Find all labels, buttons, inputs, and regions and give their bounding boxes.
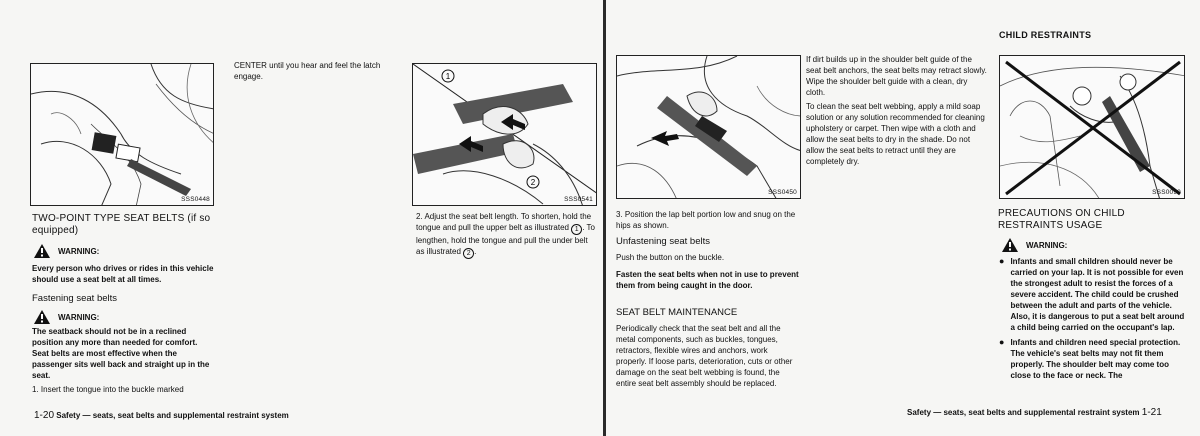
maintenance-text: Periodically check that the seat belt and all the metal components, such as buckles, tongues, retractors, flexible wires and anchors, work properly. If loose parts, deterioration, cuts or other damage on the seat belt webbing is found, the entire seat belt assembly should be replaced.: [616, 324, 793, 388]
bullet-icon: ●: [999, 256, 1005, 266]
step-1-continued: CENTER until you hear and feel the latch engage.: [234, 61, 381, 81]
right-page: [606, 0, 1200, 436]
two-point-heading: TWO-POINT TYPE SEAT BELTS (if so equipped): [32, 213, 211, 236]
child-on-lap-illustration: [1000, 56, 1185, 199]
footer-text: Safety — seats, seat belts and supplemental restraint system: [56, 411, 289, 420]
bullet-text: Infants and small children should never be carried on your lap. It is not possible for even the strongest adult to resist the forces of a severe accident. The child could be crushed between the adult and parts of the vehicle. Also, it is dangerous to put a seat belt around a child being carried on the occupant's lap.: [1010, 257, 1185, 332]
dirt-text: If dirt builds up in the shoulder belt guide of the seat belt anchors, the seat belts may retract slowly. Wipe the shoulder belt guide with a clean, dry cloth.: [806, 55, 987, 97]
step-2-part-a: 2. Adjust the seat belt length. To shorten, hold the tongue and pull the upper belt as illustrated: [416, 212, 592, 232]
figure-label: SSS0541: [564, 196, 593, 203]
precautions-heading: PRECAUTIONS ON CHILD RESTRAINTS USAGE: [998, 208, 1125, 231]
callout-2: 2: [530, 178, 536, 187]
unfasten-text: Push the button on the buckle.: [616, 253, 725, 262]
figure-lap-belt: [616, 55, 801, 199]
bullet-icon: ●: [999, 337, 1005, 347]
lap-belt-illustration: [617, 56, 801, 199]
warning-icon: [34, 310, 50, 324]
unfasten-warning: Fasten the seat belts when not in use to prevent them from being caught in the door.: [616, 270, 799, 290]
list-item: [999, 337, 1185, 381]
maintenance-heading: SEAT BELT MAINTENANCE: [616, 307, 738, 318]
warning-text-1: Every person who drives or rides in this vehicle should use a seat belt at all times.: [32, 264, 214, 284]
figure-child-on-lap: [999, 55, 1185, 199]
warning-label: WARNING:: [1026, 240, 1068, 250]
page-number: 1-20: [34, 410, 55, 421]
buckle-latch-illustration: [31, 64, 214, 206]
callout-1: 1: [445, 72, 451, 81]
figure-label: SSS0448: [181, 196, 210, 203]
left-footer: [34, 410, 289, 421]
unfastening-heading: Unfastening seat belts: [616, 236, 711, 247]
section-title: CHILD RESTRAINTS: [999, 30, 1092, 40]
precautions-list: [999, 256, 1185, 381]
callout-2-marker: 2: [463, 248, 474, 259]
list-item: [999, 256, 1185, 333]
step-2: [416, 211, 598, 259]
fastening-subheading: Fastening seat belts: [32, 293, 118, 304]
warning-icon: [1002, 238, 1018, 252]
page-number: 1-21: [1141, 407, 1162, 418]
step-2-end: .: [474, 247, 477, 256]
figure-belt-adjust: [412, 63, 597, 206]
warning-label: WARNING:: [58, 246, 100, 256]
step-1: 1. Insert the tongue into the buckle marked: [32, 385, 184, 394]
callout-1-marker: 1: [571, 224, 582, 235]
figure-label: SSS0450: [768, 189, 797, 196]
bullet-text: Infants and children need special protection. The vehicle's seat belts may not fit them properly. The shoulder belt may come too close to the face or neck. The: [1010, 338, 1181, 380]
belt-adjust-illustration: [413, 64, 597, 206]
warning-header-1: [34, 244, 99, 258]
warning-label: WARNING:: [58, 312, 100, 322]
cleaning-text: To clean the seat belt webbing, apply a mild soap solution or any solution recommended for cleaning upholstery or carpet. Then wipe with a cloth and allow the seat belts to dry in the shade. Do not allow the seat belts to retract until they are completely dry.: [806, 102, 985, 166]
step-2-part-b: . To lengthen, hold the tongue and pull the under belt as illustrated: [416, 223, 595, 256]
warning-text-2: The seatback should not be in a reclined position any more than needed for comfort. Seat belts are most effective when the passenger sits well back and straight up in the seat.: [32, 327, 210, 380]
figure-buckle-latch: [30, 63, 214, 206]
figure-label: SSS0099: [1152, 189, 1181, 196]
footer-text: Safety — seats, seat belts and supplemental restraint system: [907, 408, 1140, 417]
warning-header-2: [34, 310, 99, 324]
step-3: 3. Position the lap belt portion low and snug on the hips as shown.: [616, 210, 796, 230]
warning-icon: [34, 244, 50, 258]
warning-header-3: [1002, 238, 1067, 252]
right-footer: [907, 407, 1162, 418]
